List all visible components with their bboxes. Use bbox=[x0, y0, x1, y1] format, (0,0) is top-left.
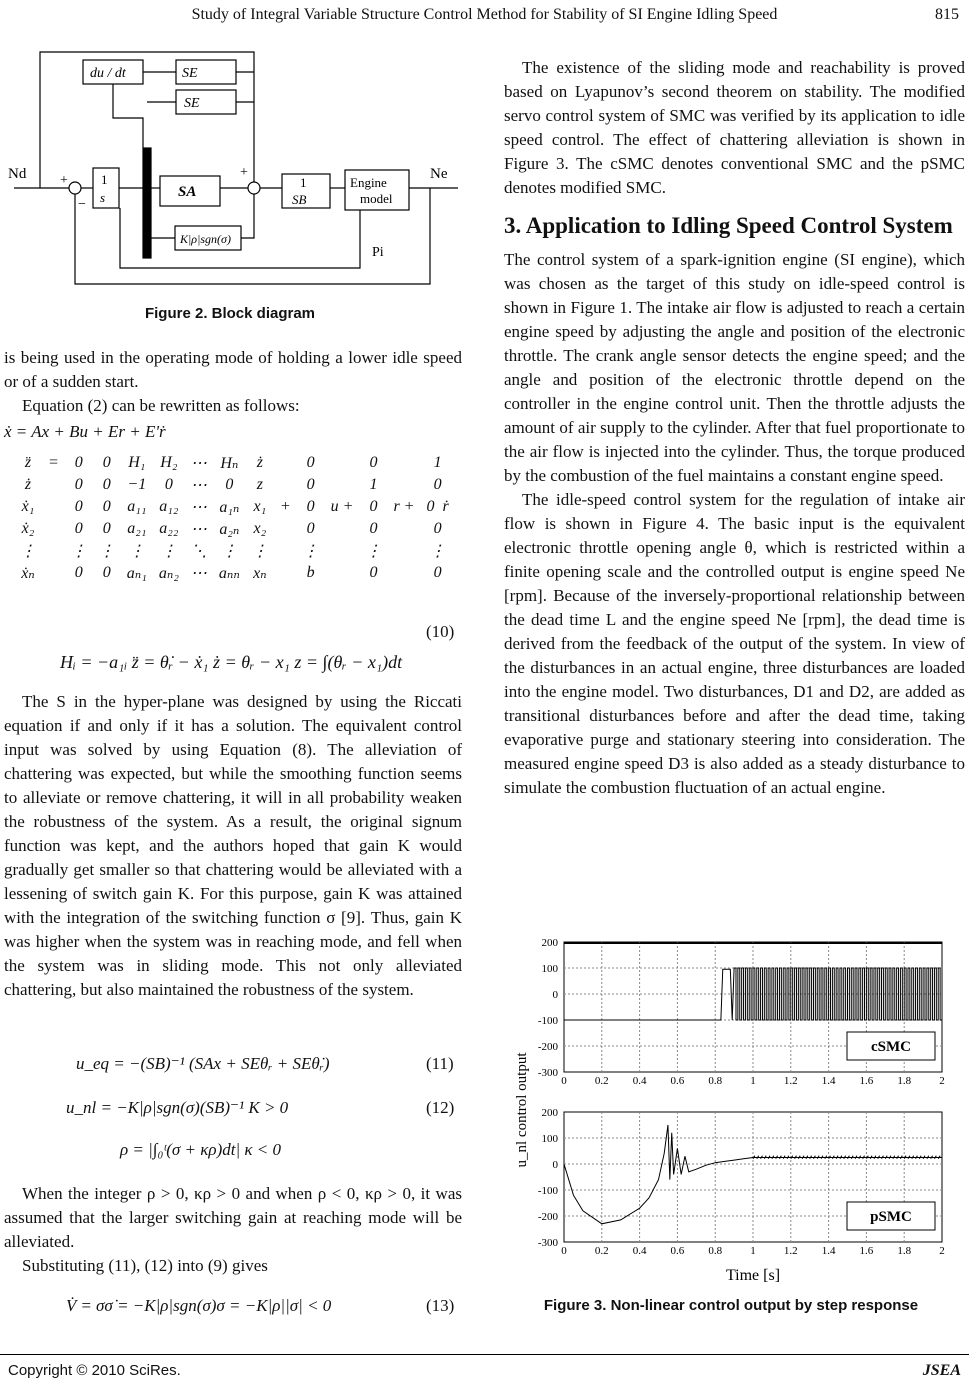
engine-label-1: Engine bbox=[350, 175, 387, 190]
minus-sign-1: − bbox=[78, 197, 86, 212]
x-tick-label: 1.4 bbox=[821, 1245, 836, 1257]
y-tick-label: -300 bbox=[537, 1067, 558, 1079]
x-tick-label: 1.6 bbox=[859, 1075, 874, 1087]
y-tick-label: 0 bbox=[552, 989, 558, 1001]
figure2-caption: Figure 2. Block diagram bbox=[144, 305, 316, 322]
plus-sign-2: + bbox=[240, 165, 248, 180]
x-tick-label: 1.6 bbox=[859, 1245, 874, 1257]
y-tick-label: -200 bbox=[537, 1041, 558, 1053]
right-paragraph-3: The idle-speed control system for the regulation of intake air flow is shown in Figure 4. The basic input is the equivalent electronic throttle opening angle θ, which is restricted within a finite opening scale and the controlled output is engine speed Ne [rpm]. Because of the inversely-proportional relationship between the dead time L and the engine speed Ne [rpm], the dead time is derived from the feedback of the output of the system. In view of the disturbances in an actual engine, three disturbances are loaded into the engine model. Two disturbances, D1 and D2, are added as transitional disturbances before and after the dead time, taking evaporative purge and stationary steering into consideration. The measured engine speed D3 is also added as a steady disturbance to simulate the combustion fluctuation of an actual engine. bbox=[504, 490, 965, 797]
sb-num: 1 bbox=[300, 175, 307, 190]
x-tick-label: 2 bbox=[939, 1075, 945, 1087]
dudt-label: du / dt bbox=[90, 66, 126, 81]
section-heading: 3. Application to Idling Speed Control System bbox=[504, 213, 953, 238]
x-tick-label: 0.2 bbox=[594, 1075, 609, 1087]
left-column-body bbox=[4, 690, 462, 1002]
x-tick-label: 0.4 bbox=[632, 1245, 647, 1257]
y-tick-label: 100 bbox=[541, 1133, 558, 1145]
x-tick-label: 1 bbox=[750, 1245, 756, 1257]
right-paragraph-2: The control system of a spark-ignition engine (SI engine), which was chosen as the target of this study on idle-speed control is shown in Figure 1. The intake air flow is adjusted to reach a certain engine speed by adjusting the angle and position of the electronic throttle. The crank angle sensor detects the engine speed; and the angle and position of the electronic throttle depend on the controller in the engine control unit. Then the throttle adjusts the amount of air supply to the cylinder. After that fuel proportionate to the air flow is injected into the cylinder. Thus, the torque produced by the combustion of the fuel maintains a constant engine speed. bbox=[504, 250, 965, 485]
eq11-number: (11) bbox=[426, 1054, 454, 1073]
journal-name: JSEA bbox=[922, 1362, 961, 1379]
x-tick-label: 0.8 bbox=[708, 1075, 723, 1087]
y-axis-label: u_nl control output bbox=[514, 1052, 530, 1168]
y-tick-label: -100 bbox=[537, 1015, 558, 1027]
left-paragraph-4: When the integer ρ > 0, κρ > 0 and when ρ < 0, κρ > 0, it was assumed that the larger switching gain at reaching mode will be alleviated. bbox=[4, 1184, 462, 1251]
footer-rule bbox=[0, 1354, 969, 1355]
x-tick-label: 1.8 bbox=[897, 1245, 912, 1257]
integrator-num: 1 bbox=[101, 172, 108, 187]
nd-label: Nd bbox=[8, 166, 27, 182]
y-tick-label: -100 bbox=[537, 1185, 558, 1197]
eq12: u_nl = −K|ρ|sgn(σ)(SB)⁻¹ K > 0 bbox=[66, 1098, 289, 1117]
page-number: 815 bbox=[935, 6, 959, 23]
x-tick-label: 0 bbox=[561, 1075, 567, 1087]
x-tick-label: 1.2 bbox=[783, 1075, 798, 1087]
y-tick-label: -300 bbox=[537, 1237, 558, 1249]
sb-den: SB bbox=[292, 192, 307, 207]
left-column-end bbox=[4, 1182, 462, 1278]
block-diagram bbox=[0, 48, 470, 298]
running-title: Study of Integral Variable Structure Control Method for Stability of SI Engine Idling Speed bbox=[191, 6, 778, 23]
engine-label-2: model bbox=[360, 191, 393, 206]
eq11: u_eq = −(SB)⁻¹ (SAx + SEθᵣ + SEθ̇ᵣ) bbox=[76, 1054, 330, 1073]
left-paragraph-1: is being used in the operating mode of holding a lower idle speed or of a sudden start. bbox=[4, 348, 462, 391]
figure3-caption: Figure 3. Non-linear control output by step response bbox=[543, 1297, 919, 1314]
x-tick-label: 0.2 bbox=[594, 1245, 609, 1257]
se-label-2: SE bbox=[184, 96, 200, 111]
matrix-equation: z̈ = 0 0 H₁ H₂ ⋯ Hₙ ż 0 0 1 ż 0 0 −1 0 ⋯ 0 z 0 1 0 ẋ₁ 0 0 a₁₁ a₁₂ ⋯ a₁ₙ x₁ + 0 u + 0 r + 0 ṙ ẋ₂ 0 0 a₂₁ a₂₂ ⋯ a₂ₙ x₂ 0 0 0 ⋮ ⋮ ⋮ ⋮ ⋮ ⋱ ⋮ ⋮ ⋮ ⋮ ⋮ ẋₙ 0 0 aₙ₁ aₙ₂ ⋯ aₙₙ xₙ b 0 0 bbox=[20, 454, 449, 582]
x-tick-label: 2 bbox=[939, 1245, 945, 1257]
x-tick-label: 1.8 bbox=[897, 1075, 912, 1087]
x-tick-label: 0.6 bbox=[670, 1075, 685, 1087]
eq10-number: (10) bbox=[426, 622, 455, 641]
x-tick-label: 1.4 bbox=[821, 1075, 836, 1087]
figure3-chart bbox=[506, 930, 946, 1290]
left-paragraph-3: The S in the hyper-plane was designed by using the Riccati equation if and only if it has a solution. The equivalent control input was solved by using Equation (8). The alleviation of chattering was expected, but while the smoothing function seems to alleviate or remove chattering, it will in all probability weaken the robustness of the system. As a result, the original signum function was kept, and the authors hoped that gain K would gradually get smaller so that chattering would be alleviated with a lessening of switch gain K. For this purpose, gain K was attained with the integration of the switching function σ [9]. Thus, gain K was higher when the system was in reaching mode, and fell when the system was in sliding mode. This not only alleviated chattering, but also maintained the robustness of the system. bbox=[4, 692, 462, 999]
eq10-definitions: Hᵢ = −a₁ᵢ z̈ = θ̇ᵣ − ẋ₁ ż = θᵣ − x₁ z = ∫(θᵣ − x₁)dt bbox=[60, 652, 403, 672]
x-tick-label: 0 bbox=[561, 1245, 567, 1257]
state-equation: ẋ = Ax + Bu + Er + E'ṙ bbox=[4, 422, 166, 441]
y-tick-label: 100 bbox=[541, 963, 558, 975]
x-tick-label: 0.8 bbox=[708, 1245, 723, 1257]
y-tick-label: 200 bbox=[541, 1107, 558, 1119]
sa-label: SA bbox=[178, 184, 197, 200]
plus-sign-1: + bbox=[60, 173, 68, 188]
eq12b: ρ = |∫₀ᵗ(σ + κρ)dt| κ < 0 bbox=[120, 1140, 282, 1159]
x-tick-label: 1 bbox=[750, 1075, 756, 1087]
pi-label: Pi bbox=[372, 245, 384, 260]
left-paragraph-5: Substituting (11), (12) into (9) gives bbox=[22, 1256, 268, 1275]
integrator-den: s bbox=[100, 190, 106, 205]
y-tick-label: -200 bbox=[537, 1211, 558, 1223]
legend-label-top: cSMC bbox=[871, 1039, 911, 1055]
copyright: Copyright © 2010 SciRes. bbox=[8, 1362, 181, 1379]
ne-label: Ne bbox=[430, 166, 448, 182]
legend-label-bottom: pSMC bbox=[870, 1209, 912, 1225]
y-tick-label: 0 bbox=[552, 1159, 558, 1171]
x-tick-label: 1.2 bbox=[783, 1245, 798, 1257]
right-paragraph-1: The existence of the sliding mode and reachability is proved based on Lyapunov’s second theorem on stability. The modified servo control system of SMC was verified by its application to idle speed control. The effect of chattering alleviation is shown in Figure 3. The cSMC denotes conventional SMC and the pSMC denotes modified SMC. bbox=[504, 58, 965, 197]
right-column bbox=[504, 56, 965, 800]
x-tick-label: 0.4 bbox=[632, 1075, 647, 1087]
eq12-number: (12) bbox=[426, 1098, 455, 1117]
k-label: K|ρ|sgn(σ) bbox=[180, 232, 231, 246]
left-column bbox=[4, 346, 462, 444]
x-tick-label: 0.6 bbox=[670, 1245, 685, 1257]
se-label-1: SE bbox=[182, 66, 198, 81]
eq13-number: (13) bbox=[426, 1296, 455, 1315]
x-axis-label: Time [s] bbox=[725, 1267, 781, 1284]
y-tick-label: 200 bbox=[541, 937, 558, 949]
eq13: V̇ = σσ̇ = −K|ρ|sgn(σ)σ = −K|ρ||σ| < 0 bbox=[66, 1296, 332, 1315]
left-paragraph-2: Equation (2) can be rewritten as follows: bbox=[22, 396, 300, 415]
